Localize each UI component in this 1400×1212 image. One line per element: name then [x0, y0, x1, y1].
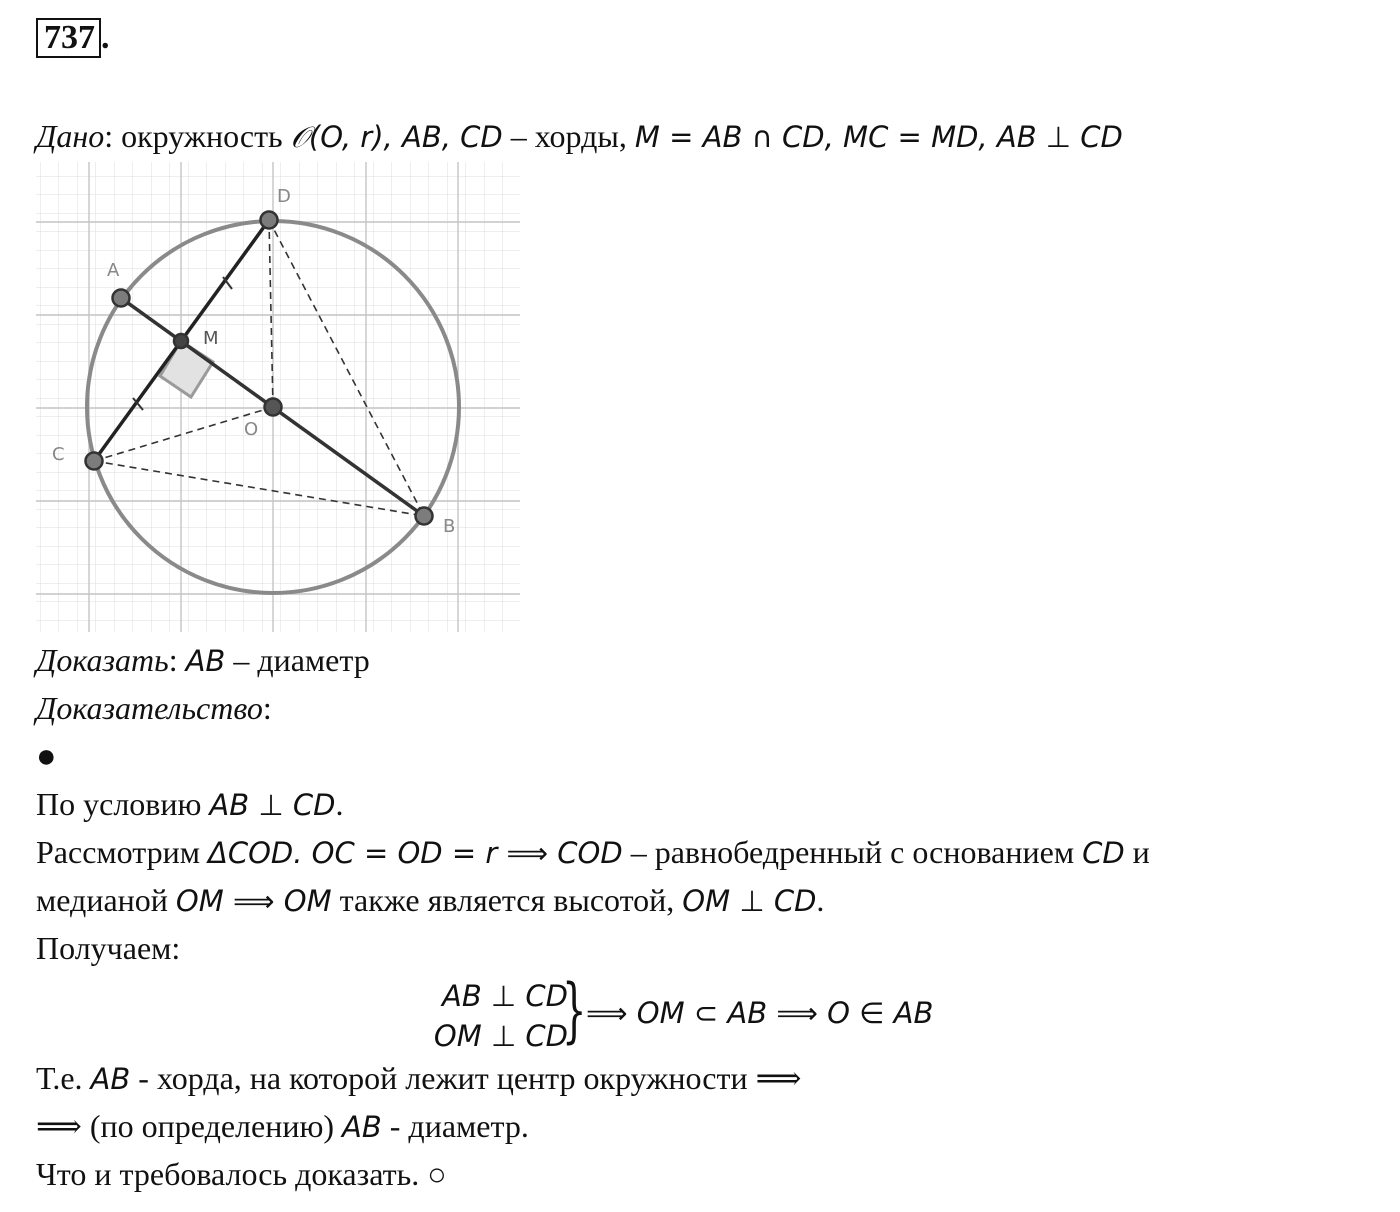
- prove-label: Доказать: [36, 642, 169, 678]
- proof-label-line: Доказательство:: [36, 690, 272, 726]
- prove-math: AB: [185, 644, 226, 678]
- label-d: D: [277, 186, 291, 207]
- given-math-a: 𝒪(O, r), AB, CD: [290, 120, 503, 154]
- label-o: O: [244, 419, 259, 440]
- proof-l3-math-a: OM ⟹ OM: [175, 884, 332, 918]
- proof-line-5: [36, 1058, 801, 1099]
- problem-number-box: 737: [36, 18, 101, 58]
- proof-l3-text-a: медианой: [36, 882, 176, 918]
- proof-line-3: медианой OM ⟹ OM также является высотой, OM ⊥ CD.: [36, 882, 825, 918]
- proof-l2-math-a: ΔCOD. OC = OD = r ⟹ COD: [207, 836, 623, 870]
- proof-l5-text-a: Т.е.: [36, 1060, 91, 1096]
- label-m: M: [203, 328, 219, 349]
- proof-l2-text-b: – равнобедренный с основанием: [622, 834, 1083, 870]
- point-c: [86, 453, 103, 470]
- bullet: ●: [36, 738, 57, 775]
- proof-l2-math-b: CD: [1082, 836, 1125, 870]
- system-result: ⟹ OM ⊂ AB ⟹ O ∈ AB: [586, 996, 934, 1030]
- proof-l3-text-b: также является высотой,: [331, 882, 683, 918]
- proof-line-2: [36, 832, 1150, 873]
- proof-l1-math: AB ⊥ CD: [209, 788, 336, 822]
- label-a: A: [107, 260, 120, 281]
- proof-l5-math: AB: [90, 1062, 131, 1096]
- proof-line-1: По условию AB ⊥ CD.: [36, 786, 344, 822]
- proof-l3-math-b: OM ⊥ CD: [682, 884, 817, 918]
- point-a: [113, 290, 130, 307]
- given-text-a: окружность: [121, 118, 291, 154]
- proof-l6-math: AB: [342, 1110, 382, 1144]
- point-o: [265, 399, 282, 416]
- system-row-1: AB ⊥ CD: [441, 979, 568, 1013]
- prove-line: Доказать: AB – диаметр: [36, 642, 370, 678]
- proof-l7-text: Что и требовалось доказать. ○: [36, 1156, 447, 1192]
- proof-l4-text: Получаем:: [36, 930, 181, 966]
- proof-line-4: [36, 928, 180, 968]
- system-brace: }: [562, 969, 587, 1051]
- proof-line-7: [36, 1154, 447, 1194]
- proof-l2-text-a: Рассмотрим: [36, 834, 208, 870]
- proof-l2-text-c: и: [1124, 834, 1150, 870]
- proof-l6-text-b: - диаметр.: [381, 1108, 529, 1144]
- geometry-figure: [36, 162, 522, 634]
- given-text-b: – хорды,: [502, 118, 635, 154]
- label-c: C: [52, 444, 65, 465]
- problem-number: 737 .: [36, 18, 110, 58]
- system-row-2: OM ⊥ CD: [433, 1019, 568, 1053]
- grid-minor: [36, 162, 520, 632]
- proof-line-6: [36, 1106, 529, 1147]
- point-m: [174, 334, 188, 348]
- proof-l1-text: По условию: [36, 786, 210, 822]
- label-b: B: [443, 516, 456, 537]
- point-d: [261, 212, 278, 229]
- proof-l5-text-b: - хорда, на которой лежит центр окружности ⟹: [130, 1060, 802, 1096]
- proof-l6-text-a: ⟹ (по определению): [36, 1108, 343, 1144]
- given-line: Дано: окружность 𝒪(O, r), AB, CD – хорды, M = AB ∩ CD, MC = MD, AB ⊥ CD: [36, 118, 1123, 154]
- given-math-b: M = AB ∩ CD, MC = MD, AB ⊥ CD: [634, 120, 1123, 154]
- proof-label: Доказательство: [36, 690, 263, 726]
- given-label: Дано: [36, 118, 105, 154]
- prove-text: – диаметр: [225, 642, 370, 678]
- point-b: [416, 508, 433, 525]
